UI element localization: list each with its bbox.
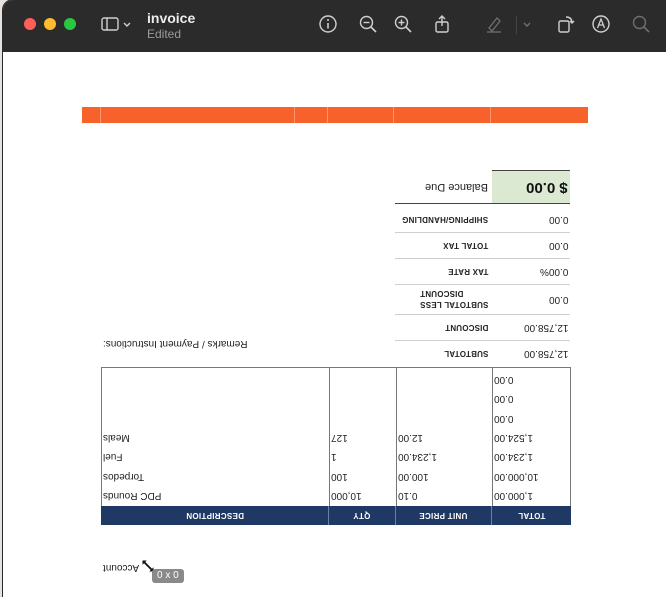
bar-segment-divider bbox=[294, 107, 295, 123]
item-unit-price bbox=[398, 488, 417, 502]
header-text: QTY bbox=[353, 511, 371, 520]
item-unit-price bbox=[398, 430, 423, 444]
table-header-bar bbox=[101, 506, 571, 525]
document-page bbox=[3, 52, 666, 597]
remarks-label: Remarks / Payment Instructions: bbox=[103, 338, 248, 349]
summary-value: 12,758.00 bbox=[523, 347, 568, 359]
cell-text: 1,234.00 bbox=[398, 451, 437, 462]
empty-row-total bbox=[494, 391, 513, 405]
cell-text: 100.00 bbox=[398, 471, 429, 482]
empty-row-total bbox=[494, 372, 513, 386]
summary-value: 0.00 bbox=[548, 293, 568, 305]
column-divider bbox=[396, 368, 397, 523]
column-header-total bbox=[492, 506, 571, 525]
column-header-qty bbox=[329, 506, 395, 525]
summary-label: DISCOUNT bbox=[444, 322, 488, 332]
summary-value: 12,758.00 bbox=[523, 321, 568, 333]
summary-value: 0.00 bbox=[548, 239, 568, 251]
cell-text: Fuel bbox=[103, 451, 123, 462]
sidebar-icon[interactable] bbox=[100, 14, 120, 34]
item-unit-price bbox=[398, 449, 437, 463]
bar-segment-divider bbox=[393, 107, 394, 123]
summary-label-two-line bbox=[420, 288, 488, 310]
summary-label: SHIPPING/HANDLING bbox=[401, 214, 488, 224]
item-total bbox=[494, 430, 533, 444]
summary-value: 0.00 bbox=[548, 213, 568, 225]
summary-label: TAX RATE bbox=[447, 266, 488, 276]
bar-segment-divider bbox=[327, 107, 328, 123]
item-unit-price bbox=[398, 469, 429, 483]
title-bar bbox=[3, 0, 666, 52]
markup-icon[interactable] bbox=[591, 14, 611, 34]
item-total bbox=[494, 449, 533, 463]
highlight-pen-icon[interactable] bbox=[484, 14, 504, 34]
preview-window bbox=[3, 0, 666, 597]
selection-size-tooltip: 0 x 0 bbox=[152, 569, 184, 583]
summary-label: SUBTOTAL bbox=[443, 348, 488, 358]
summary-value: 0.00% bbox=[539, 265, 568, 277]
cell-text: 1,524.00 bbox=[494, 432, 533, 443]
item-qty bbox=[331, 469, 348, 483]
cell-text: 0.00 bbox=[494, 413, 514, 424]
zoom-out-icon[interactable] bbox=[358, 14, 378, 34]
cell-text: 0.10 bbox=[398, 490, 418, 501]
summary-label-line: SUBTOTAL LESS bbox=[419, 300, 488, 309]
chevron-down-icon[interactable] bbox=[121, 14, 133, 34]
window-subtitle: Edited bbox=[147, 27, 182, 41]
bar-segment-divider bbox=[490, 107, 491, 123]
cell-text: 100 bbox=[331, 471, 348, 482]
item-description bbox=[103, 449, 122, 463]
account-label-wrap bbox=[103, 562, 139, 573]
column-header-description bbox=[101, 506, 328, 525]
item-qty bbox=[331, 430, 348, 444]
cell-text: 127 bbox=[331, 432, 348, 443]
search-icon[interactable] bbox=[631, 14, 651, 34]
cell-text: PDC Rounds bbox=[103, 490, 162, 501]
info-icon[interactable] bbox=[318, 14, 338, 34]
item-qty bbox=[331, 488, 362, 502]
cell-text: 10,000.00 bbox=[494, 471, 539, 482]
cell-text: 12.00 bbox=[398, 432, 424, 443]
balance-due-value-cell bbox=[492, 170, 570, 204]
summary-row-total-tax bbox=[395, 232, 570, 259]
window-title: invoice bbox=[147, 10, 196, 26]
cell-text: Meals bbox=[103, 432, 130, 443]
summary-row-subtotal bbox=[395, 340, 570, 366]
cell-text: Torpedos bbox=[103, 471, 145, 482]
column-header-unit-price bbox=[396, 506, 491, 525]
toolbar-divider bbox=[516, 16, 517, 34]
remarks-label-wrap bbox=[103, 338, 248, 349]
cell-text: 1,234.00 bbox=[494, 451, 533, 462]
share-icon[interactable] bbox=[432, 14, 452, 34]
cell-text: 1 bbox=[331, 451, 337, 462]
rotate-icon[interactable] bbox=[556, 14, 576, 34]
header-text: DESCRIPTION bbox=[185, 511, 244, 520]
summary-row-discount bbox=[395, 314, 570, 341]
cell-text: 1,000.00 bbox=[494, 490, 533, 501]
zoom-window-button[interactable] bbox=[64, 18, 76, 30]
cell-text: 10,000 bbox=[331, 490, 362, 501]
balance-due-label: Balance Due bbox=[425, 180, 488, 193]
item-total bbox=[494, 469, 539, 483]
summary-row-shipping bbox=[395, 206, 570, 233]
header-text: TOTAL bbox=[517, 511, 546, 520]
balance-due-value: $ 0.00 bbox=[526, 178, 568, 196]
summary-label: TOTAL TAX bbox=[442, 240, 488, 250]
header-text: UNIT PRICE bbox=[419, 511, 468, 520]
minimize-window-button[interactable] bbox=[44, 18, 56, 30]
close-window-button[interactable] bbox=[24, 18, 36, 30]
item-total bbox=[494, 488, 533, 502]
column-divider bbox=[492, 368, 493, 523]
summary-row-subtotal-less-discount bbox=[395, 284, 570, 315]
cell-text: 0.00 bbox=[494, 393, 514, 404]
chevron-down-icon[interactable] bbox=[521, 14, 533, 34]
item-description bbox=[103, 488, 161, 502]
account-label: Account bbox=[103, 562, 140, 573]
item-description bbox=[103, 469, 144, 483]
header-accent-bar bbox=[82, 107, 588, 123]
item-qty bbox=[331, 449, 337, 463]
zoom-in-icon[interactable] bbox=[393, 14, 413, 34]
balance-due-label-cell bbox=[395, 170, 492, 204]
summary-label-line: DISCOUNT bbox=[419, 289, 463, 298]
cell-text: 0.00 bbox=[494, 374, 514, 385]
item-description bbox=[103, 430, 130, 444]
bar-segment-divider bbox=[100, 107, 101, 123]
empty-row-total bbox=[494, 411, 513, 425]
summary-row-tax-rate bbox=[395, 258, 570, 285]
